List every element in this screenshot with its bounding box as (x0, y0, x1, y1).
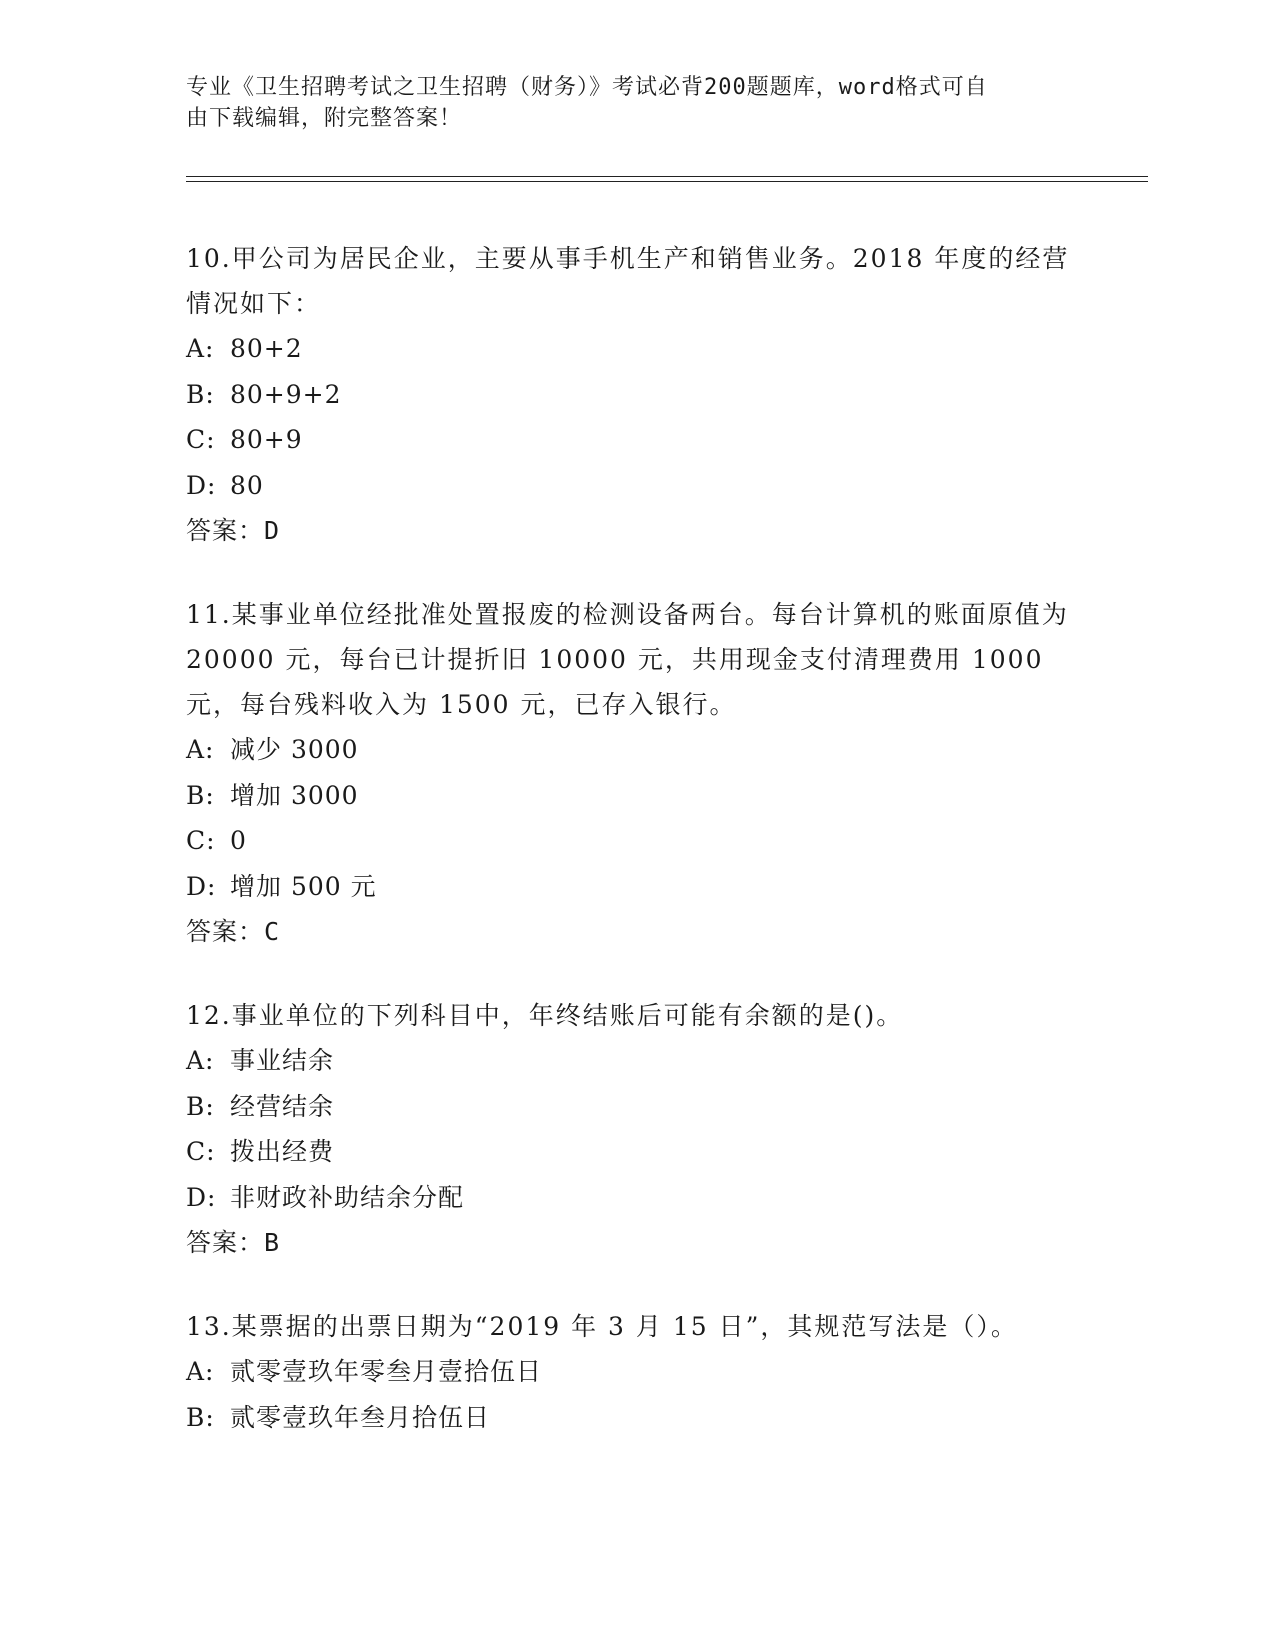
option-letter: A: (186, 1357, 215, 1386)
header-divider-bottom (186, 181, 1148, 182)
option-letter: C: (186, 1137, 216, 1166)
answer-line: 答案：D (186, 516, 281, 545)
option-text: 减少 3000 (230, 735, 359, 764)
header-divider-top (186, 176, 1148, 177)
question-stem: 13.某票据的出票日期为“2019 年 3 月 15 日”，其规范写法是（）。 (186, 1312, 1018, 1341)
option-d (186, 864, 1086, 910)
option-text: 0 (230, 826, 247, 855)
option-text: 80+2 (230, 334, 303, 363)
option-c (186, 417, 1086, 463)
option-text: 经营结余 (230, 1091, 335, 1121)
option-text: 增加 500 元 (230, 871, 377, 901)
question-10 (186, 236, 1086, 554)
option-c (186, 1129, 1086, 1175)
option-b (186, 773, 1086, 819)
option-text: 80+9 (230, 425, 303, 454)
option-letter: D: (186, 871, 217, 901)
question-13 (186, 1304, 1086, 1440)
option-text: 增加 3000 (230, 780, 359, 810)
option-text: 非财政补助结余分配 (230, 1182, 465, 1212)
option-a (186, 1349, 1086, 1395)
header-line-1: 专业《卫生招聘考试之卫生招聘（财务）》考试必背200题题库，word格式可自 (186, 75, 988, 100)
option-text: 贰零壹玖年零叁月壹拾伍日 (230, 1357, 543, 1386)
option-a (186, 326, 1086, 372)
option-letter: C: (186, 826, 216, 855)
option-a (186, 727, 1086, 773)
option-text: 80+9+2 (230, 379, 342, 409)
option-text: 80 (230, 470, 264, 500)
option-text: 事业结余 (230, 1046, 335, 1075)
question-list (186, 236, 1086, 1478)
option-letter: A: (186, 1046, 215, 1075)
answer-line: 答案：B (186, 1228, 281, 1257)
document-header (186, 72, 1066, 134)
option-b (186, 1395, 1086, 1441)
option-b (186, 372, 1086, 418)
option-c (186, 818, 1086, 864)
option-text: 贰零壹玖年叁月拾伍日 (230, 1402, 491, 1432)
question-stem: 12.事业单位的下列科目中，年终结账后可能有余额的是()。 (186, 1001, 904, 1030)
question-11 (186, 592, 1086, 955)
option-a (186, 1038, 1086, 1084)
option-text: 拨出经费 (230, 1137, 335, 1166)
question-stem: 11.某事业单位经批准处置报废的检测设备两台。每台计算机的账面原值为 20000 元，每台已计提折旧 10000 元，共用现金支付清理费用 1000 元，每台残料收入为 1500 元，已存入银行。 (186, 600, 1069, 719)
option-letter: D: (186, 470, 217, 500)
option-letter: B: (186, 379, 215, 409)
option-letter: B: (186, 780, 215, 810)
option-letter: A: (186, 735, 215, 764)
option-b (186, 1084, 1086, 1130)
option-letter: A: (186, 334, 215, 363)
option-letter: B: (186, 1402, 215, 1432)
option-d (186, 463, 1086, 509)
option-d (186, 1175, 1086, 1221)
header-line-2: 由下载编辑，附完整答案！ (186, 106, 463, 131)
question-stem: 10.甲公司为居民企业，主要从事手机生产和销售业务。2018 年度的经营情况如下： (186, 244, 1070, 318)
question-12 (186, 993, 1086, 1266)
option-letter: C: (186, 425, 216, 454)
option-letter: B: (186, 1091, 215, 1121)
answer-line: 答案：C (186, 917, 281, 946)
option-letter: D: (186, 1182, 217, 1212)
